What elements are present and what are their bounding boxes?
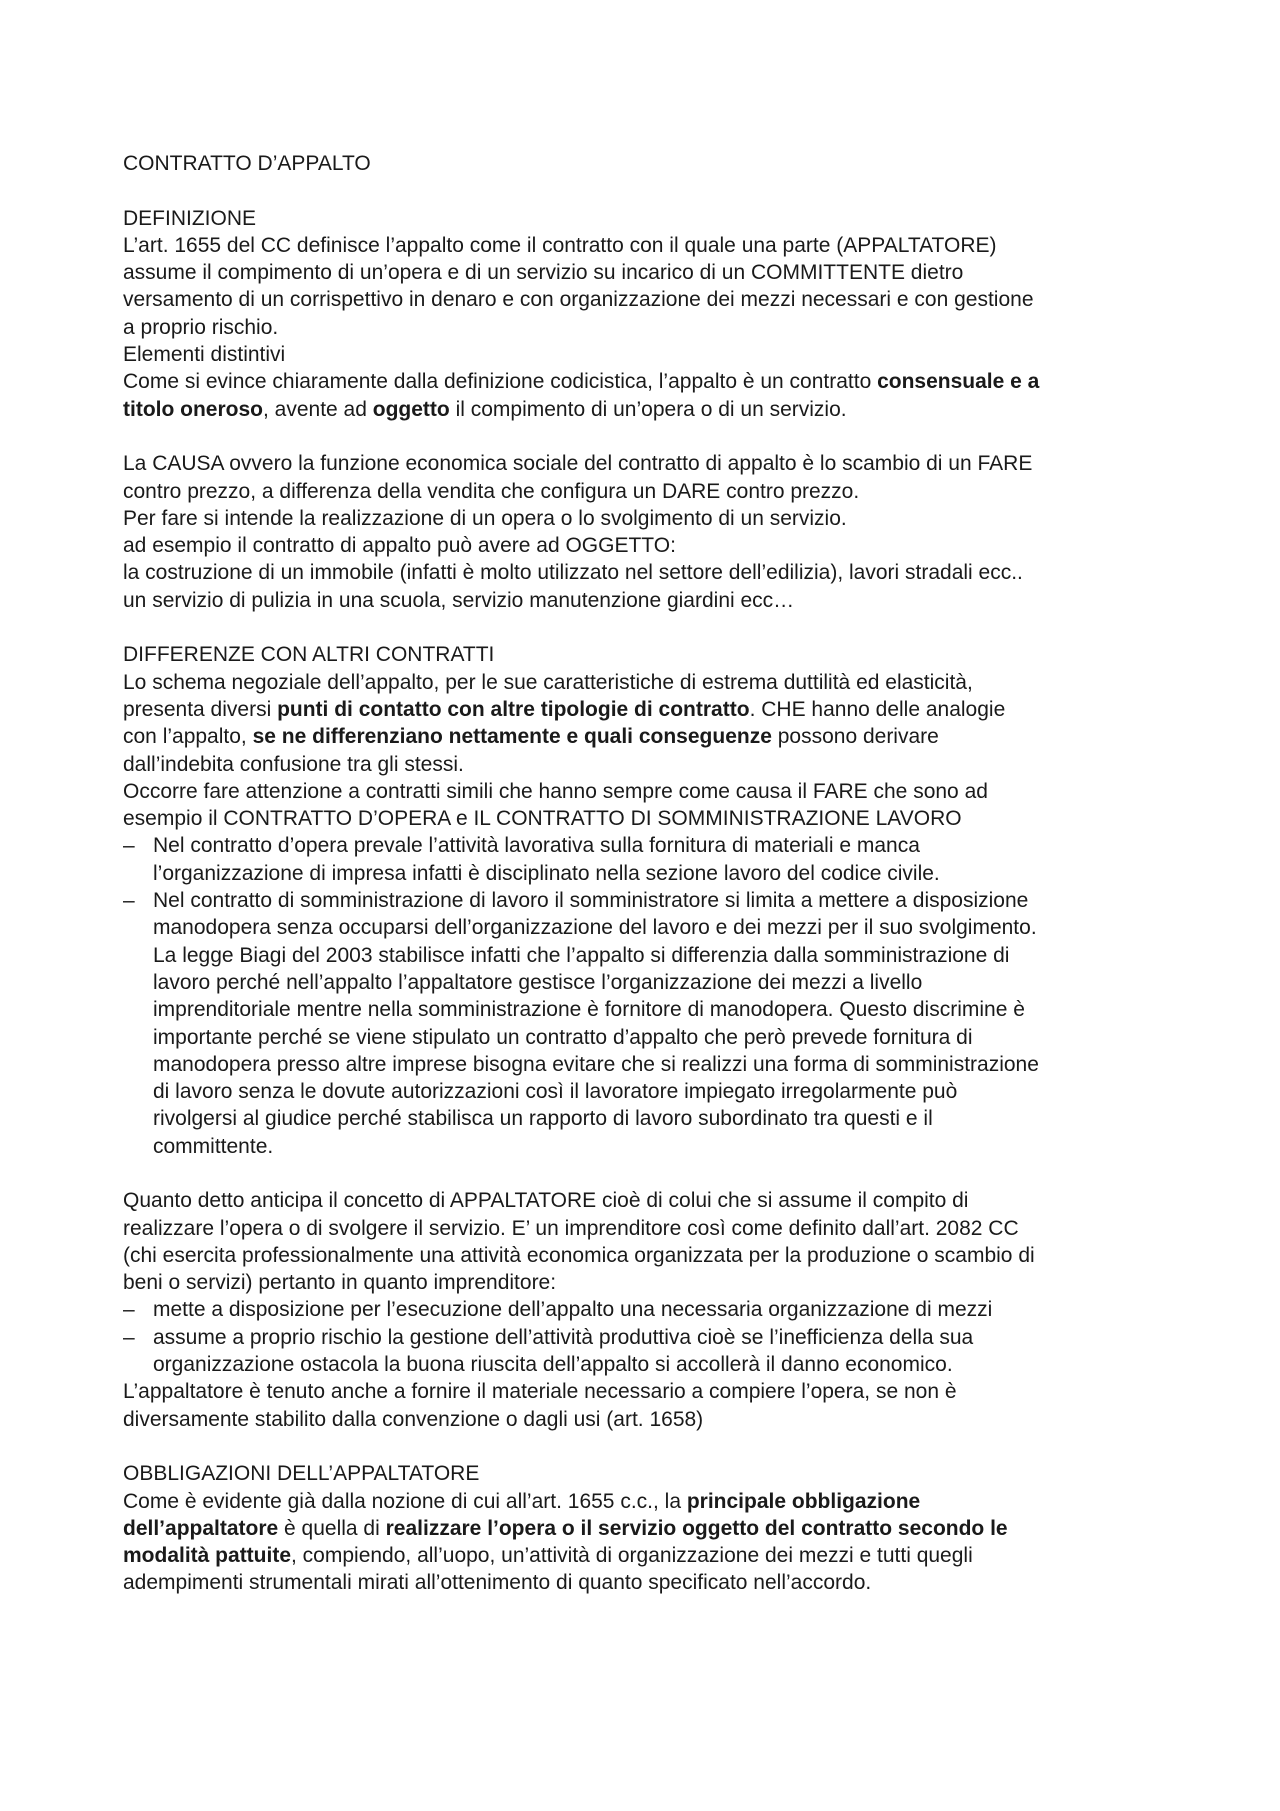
heading-differenze: DIFFERENZE CON ALTRI CONTRATTI	[123, 643, 495, 667]
bold-text: consensuale e a	[877, 370, 1040, 394]
paragraph-line: dall’indebita confusione tra gli stessi.	[123, 752, 464, 776]
paragraph-line: La CAUSA ovvero la funzione economica sociale del contratto di appalto è lo scambio di un FARE	[123, 452, 1033, 476]
dash-bullet: –	[123, 1298, 135, 1322]
paragraph-line: Occorre fare attenzione a contratti simili che hanno sempre come causa il FARE che sono ad	[123, 779, 988, 803]
paragraph-line: versamento di un corrispettivo in denaro e con organizzazione dei mezzi necessari e con gestione	[123, 288, 1034, 312]
list-item: – mette a disposizione per l’esecuzione dell’appalto una necessaria organizzazione di mezzi	[123, 1296, 1183, 1323]
paragraph-line: modalità pattuite, compiendo, all’uopo, un’attività di organizzazione dei mezzi e tutti quegli	[123, 1544, 973, 1568]
paragraph-line: a proprio rischio.	[123, 315, 279, 339]
paragraph-line: titolo oneroso, avente ad oggetto il compimento di un’opera o di un servizio.	[123, 397, 847, 421]
dash-bullet: –	[123, 889, 135, 913]
bold-text: titolo oneroso	[123, 397, 263, 421]
list-item: – Nel contratto di somministrazione di lavoro il somministratore si limita a mettere a disposizione manodopera senza occuparsi dell’organizzazione del lavoro e dei mezzi per il suo svolgimento. La legge Biagi del 2003 stabilisce infatti che l’appalto si differenzia dalla somministrazione di lavoro perché nell’appalto l’appaltatore gestisce l’organizzazione dei mezzi a livello imprenditoriale mentre nella somministrazione è fornitore di manodopera. Questo discrimine è importante perché se viene stipulato un contratto d’appalto che però prevede fornitura di manodopera presso altre imprese bisogna evitare che si realizzi una forma di somministrazione di lavoro senza le dovute autorizzazioni così il lavoratore impiegato irregolarmente può rivolgersi al giudice perché stabilisca un rapporto di lavoro subordinato tra questi e il committente.	[123, 889, 1039, 1158]
bold-text: modalità pattuite	[123, 1544, 292, 1568]
bold-text: oggetto	[372, 397, 450, 421]
document-page	[123, 150, 1183, 1597]
bold-text: dell’appaltatore	[123, 1516, 279, 1540]
document-title: CONTRATTO D’APPALTO	[123, 152, 371, 175]
paragraph-line: diversamente stabilito dalla convenzione o dagli usi (art. 1658)	[123, 1407, 704, 1431]
paragraph-line: esempio il CONTRATTO D’OPERA e IL CONTRATTO DI SOMMINISTRAZIONE LAVORO	[123, 807, 962, 831]
paragraph-line: Quanto detto anticipa il concetto di APPALTATORE cioè di colui che si assume il compito di	[123, 1189, 969, 1213]
dash-bullet: –	[123, 1325, 135, 1349]
list-item: – Nel contratto d’opera prevale l’attività lavorativa sulla fornitura di materiali e manca l’organizzazione di impresa infatti è disciplinato nella sezione lavoro del codice civile.	[123, 834, 940, 885]
paragraph-line: (chi esercita professionalmente una attività economica organizzata per la produzione o scambio di	[123, 1243, 1035, 1267]
bold-text: punti di contatto con altre tipologie di contratto	[277, 697, 750, 721]
paragraph-line: beni o servizi) pertanto in quanto imprenditore:	[123, 1271, 557, 1295]
paragraph-line: dell’appaltatore è quella di realizzare l’opera o il servizio oggetto del contratto secondo le	[123, 1516, 1008, 1540]
bold-text: principale obbligazione	[686, 1489, 921, 1513]
paragraph-line: assume il compimento di un’opera e di un servizio su incarico di un COMMITTENTE dietro	[123, 261, 964, 285]
paragraph-line: Come è evidente già dalla nozione di cui all’art. 1655 c.c., la principale obbligazione	[123, 1489, 921, 1513]
paragraph-line: Lo schema negoziale dell’appalto, per le sue caratteristiche di estrema duttilità ed elasticità,	[123, 670, 973, 694]
paragraph-line: ad esempio il contratto di appalto può avere ad OGGETTO:	[123, 534, 676, 558]
paragraph-line: adempimenti strumentali mirati all’ottenimento di quanto specificato nell’accordo.	[123, 1571, 872, 1595]
heading-definizione: DEFINIZIONE	[123, 206, 257, 230]
bold-text: se ne differenziano nettamente e quali conseguenze	[252, 725, 772, 749]
paragraph-line: presenta diversi punti di contatto con altre tipologie di contratto. CHE hanno delle analogie	[123, 697, 1006, 721]
paragraph-line: un servizio di pulizia in una scuola, servizio manutenzione giardini ecc…	[123, 588, 795, 612]
dash-bullet: –	[123, 834, 135, 858]
paragraph-line: Come si evince chiaramente dalla definizione codicistica, l’appalto è un contratto consensuale e a	[123, 370, 1040, 394]
paragraph-line: L’appaltatore è tenuto anche a fornire il materiale necessario a compiere l’opera, se non è	[123, 1380, 957, 1404]
list-item: – assume a proprio rischio la gestione dell’attività produttiva cioè se l’inefficienza della sua organizzazione ostacola la buona riuscita dell’appalto si accollerà il danno economico.	[123, 1325, 974, 1377]
heading-obbligazioni: OBBLIGAZIONI DELL’APPALTATORE	[123, 1462, 480, 1486]
paragraph-line: Per fare si intende la realizzazione di un opera o lo svolgimento di un servizio.	[123, 506, 847, 530]
paragraph-line: contro prezzo, a differenza della vendita che configura un DARE contro prezzo.	[123, 479, 860, 503]
bold-text: realizzare l’opera o il servizio oggetto del contratto secondo le	[385, 1516, 1008, 1540]
paragraph-line: L’art. 1655 del CC definisce l’appalto come il contratto con il quale una parte (APPALTATORE)	[123, 233, 997, 257]
paragraph-line: la costruzione di un immobile (infatti è molto utilizzato nel settore dell’edilizia), lavori stradali ecc..	[123, 561, 1023, 585]
paragraph-line: realizzare l’opera o di svolgere il servizio. E’ un imprenditore così come definito dall’art. 2082 CC	[123, 1216, 1019, 1240]
paragraph-line: con l’appalto, se ne differenziano nettamente e quali conseguenze possono derivare	[123, 725, 939, 749]
heading-elementi-distintivi: Elementi distintivi	[123, 343, 286, 367]
